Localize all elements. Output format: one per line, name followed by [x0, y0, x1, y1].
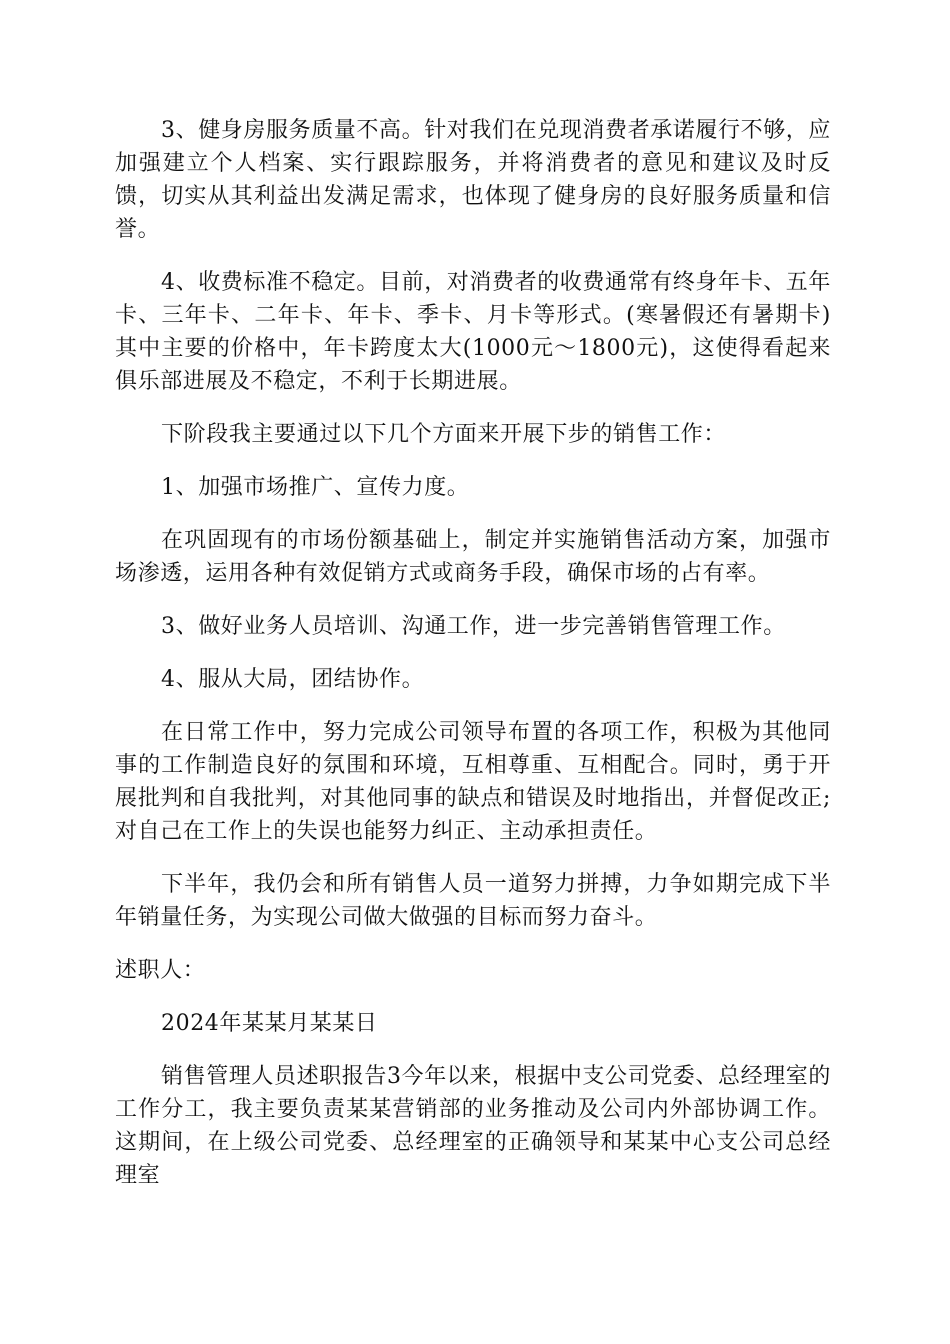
paragraph-market-share: 在巩固现有的市场份额基础上，制定并实施销售活动方案，加强市场渗透，运用各种有效促销方式或商务手段，确保市场的占有率。 — [115, 528, 831, 586]
paragraph-fee-standard: 4、收费标准不稳定。目前，对消费者的收费通常有终身年卡、五年卡、三年卡、二年卡、年卡、季卡、月卡等形式。(寒暑假还有暑期卡)其中主要的价格中，年卡跨度太大(1000元～1800元)，这使得看起来俱乐部进展及不稳定，不利于长期进展。 — [115, 270, 831, 394]
paragraph-item-training: 3、做好业务人员培训、沟通工作，进一步完善销售管理工作。 — [161, 614, 786, 639]
document-body — [115, 114, 831, 1212]
paragraph-service-quality: 3、健身房服务质量不高。针对我们在兑现消费者承诺履行不够，应加强建立个人档案、实行跟踪服务，并将消费者的意见和建议及时反馈，切实从其利益出发满足需求，也体现了健身房的良好服务质量和信誉。 — [115, 118, 831, 242]
paragraph-daily-work: 在日常工作中，努力完成公司领导布置的各项工作，积极为其他同事的工作制造良好的氛围和环境，互相尊重、互相配合。同时，勇于开展批判和自我批判，对其他同事的缺点和错误及时地指出，并督促改正;对自己在工作上的失误也能努力纠正、主动承担责任。 — [115, 720, 831, 844]
paragraph-second-half: 下半年，我仍会和所有销售人员一道努力拼搏，力争如期完成下半年销量任务，为实现公司做大做强的目标而努力奋斗。 — [115, 872, 831, 930]
paragraph-reporter: 述职人： — [115, 958, 206, 983]
paragraph-item-teamwork: 4、服从大局，团结协作。 — [161, 667, 425, 692]
paragraph-date: 2024年某某月某某日 — [161, 1011, 378, 1036]
paragraph-next-stage: 下阶段我主要通过以下几个方面来开展下步的销售工作： — [161, 422, 727, 447]
paragraph-item-marketing: 1、加强市场推广、宣传力度。 — [161, 475, 470, 500]
paragraph-report-3: 销售管理人员述职报告3今年以来，根据中支公司党委、总经理室的工作分工，我主要负责某某营销部的业务推动及公司内外部协调工作。这期间，在上级公司党委、总经理室的正确领导和某某中心支公司总经理室 — [115, 1064, 831, 1188]
